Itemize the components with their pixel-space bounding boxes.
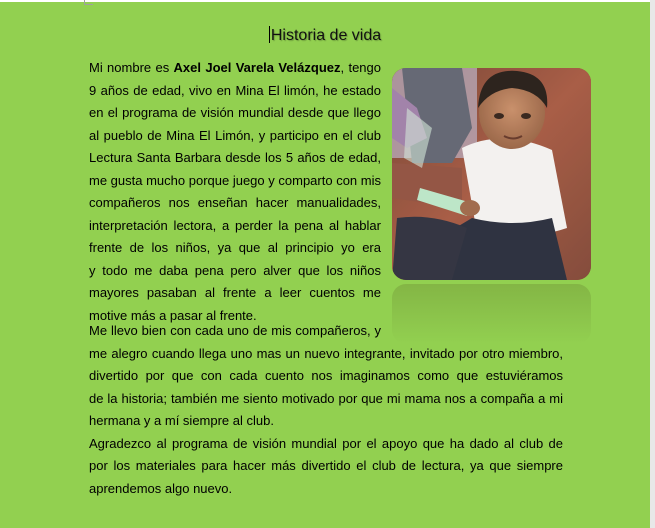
paragraph-line: Lectura Santa Barbara desde los 5 años de edad, xyxy=(89,150,381,165)
paragraph-line: aprendemos algo nuevo. xyxy=(89,480,233,496)
paragraph-line: Agradezco al programa de visión mundial por el apoyo que ha dado al club de xyxy=(89,435,563,451)
window-edge xyxy=(650,0,655,528)
child-photo xyxy=(392,68,591,280)
paragraph-line: me gusta mucho porque juego y comparto con mis xyxy=(89,172,381,188)
intro-rest: , tengo xyxy=(340,60,381,75)
paragraph-line: compañeros nos enseñan hacer manualidades, xyxy=(89,195,381,210)
paragraph-line: por los materiales para hacer más divertido el club de lectura, ya que siempre xyxy=(89,458,563,473)
page-corner-marker xyxy=(84,0,93,5)
paragraph-line: interpretación lectora, a perder la pena al hablar xyxy=(89,217,381,233)
paragraph-line: de la historia; también me siento motivado por que mi mama nos a compaña a mi xyxy=(89,390,563,406)
paragraph-1 xyxy=(89,57,381,327)
paragraph-line: frente de los niños, ya que al principio yo era xyxy=(89,240,381,255)
paragraph-line: me alegro cuando llega uno mas un nuevo integrante, invitado por otro miembro, xyxy=(89,345,563,361)
text-cursor xyxy=(269,26,270,43)
intro-text: Mi nombre es xyxy=(89,60,174,75)
paragraph-2 xyxy=(89,320,563,500)
photo-illustration xyxy=(392,68,591,280)
paragraph-line: Me llevo bien con cada uno de mis compañeros, y xyxy=(89,323,381,338)
paragraph-line: al pueblo de Mina El Limón, y participo en el club xyxy=(89,127,381,143)
paragraph-line: hermana y a mí siempre al club. xyxy=(89,413,274,428)
paragraph-line: y todo me daba pena pero alver que los niños xyxy=(89,262,381,278)
photo-frame xyxy=(392,68,591,280)
author-name: Axel Joel Varela Velázquez xyxy=(173,60,341,75)
paragraph-line: motive más a pasar al frente. xyxy=(89,307,257,323)
paragraph-line xyxy=(89,57,381,80)
paragraph-line: mayores pasaban al frente a leer cuentos me xyxy=(89,285,381,300)
paragraph-line: en el programa de visión mundial desde que llego xyxy=(89,105,381,120)
title-text: Historia de vida xyxy=(270,27,382,44)
document-page xyxy=(0,2,651,528)
document-title xyxy=(0,26,650,45)
paragraph-line: 9 años de edad, vivo en Mina El limón, he estado xyxy=(89,82,381,98)
paragraph-line: divertido por que con cada cuento nos imaginamos como que estuviéramos xyxy=(89,368,563,383)
